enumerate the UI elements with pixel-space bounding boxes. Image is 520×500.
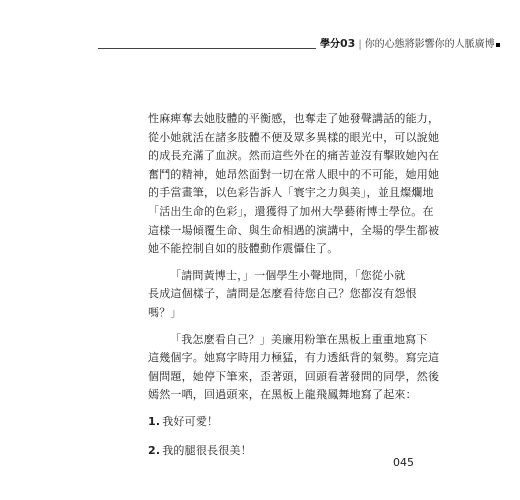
paragraph-line: 「活出生命的色彩」，還獲得了加州大學藝術博士學位。在 — [148, 204, 434, 218]
paragraph-line: 這幾個字。她寫字時用力極猛，有力透紙背的氣勢。寫完這 — [148, 351, 440, 365]
list-item — [148, 413, 410, 432]
header-rule — [98, 48, 316, 49]
list-item-text: 我的腿很長很美！ — [162, 443, 252, 457]
paragraph-line: 長成這個樣子，請問是怎麼看待您自己？您都沒有怨恨 — [148, 287, 417, 301]
paragraph-line: 她不能控制自如的肢體動作震懾住了。 — [148, 242, 339, 256]
paragraph-line: 從小她就活在諸多肢體不便及眾多異樣的眼光中，可以說她 — [148, 130, 440, 144]
list-item-text: 我好可愛！ — [162, 414, 219, 428]
paragraph-line: 奮鬥的精神，她昂然面對一切在常人眼中的不可能，她用她 — [148, 167, 440, 181]
header-unit-label: 學分 — [320, 39, 340, 50]
list-item-number: 1. — [148, 414, 161, 428]
header-text — [320, 38, 500, 51]
paragraph-line: 「請問黃博士，」一個學生小聲地問，「您從小就 — [170, 268, 406, 282]
paragraph-line: 嗎？」 — [148, 305, 182, 319]
paragraph-line: 「我怎麼看自己？」美廉用粉筆在黑板上重重地寫下 — [170, 332, 428, 346]
header-unit-number: 03 — [340, 37, 356, 50]
paragraph-1 — [148, 110, 440, 259]
header-bullet-icon — [496, 43, 500, 47]
page-body — [148, 110, 440, 470]
header-separator: | — [358, 39, 362, 50]
header-title: 你的心態將影響你的人脈廣博 — [364, 39, 495, 50]
paragraph-line: 嫣然一哂，回過頭來，在黑板上龍飛鳳舞地寫了起來： — [148, 388, 417, 402]
paragraph-2 — [148, 267, 417, 323]
list-item — [148, 442, 410, 461]
paragraph-line: 個問題，她停下筆來，歪著頭，回頭看著發問的同學，然後 — [148, 369, 440, 383]
paragraph-line: 的手當畫筆，以色彩告訴人「寰宇之力與美」，並且燦爛地 — [148, 186, 434, 200]
paragraph-line: 這樣一場傾覆生命、與生命相遇的演講中，全場的學生都被 — [148, 223, 440, 237]
list-item-number: 2. — [148, 443, 161, 457]
numbered-list — [148, 413, 410, 460]
running-header — [0, 30, 520, 54]
paragraph-3 — [148, 331, 440, 405]
paragraph-line: 的成長充滿了血淚。然而這些外在的痛苦並沒有擊敗她內在 — [148, 149, 440, 163]
paragraph-line: 性麻痺奪去她肢體的平衡感，也奪走了她發聲講話的能力， — [148, 112, 440, 125]
page-number: 045 — [393, 456, 414, 469]
